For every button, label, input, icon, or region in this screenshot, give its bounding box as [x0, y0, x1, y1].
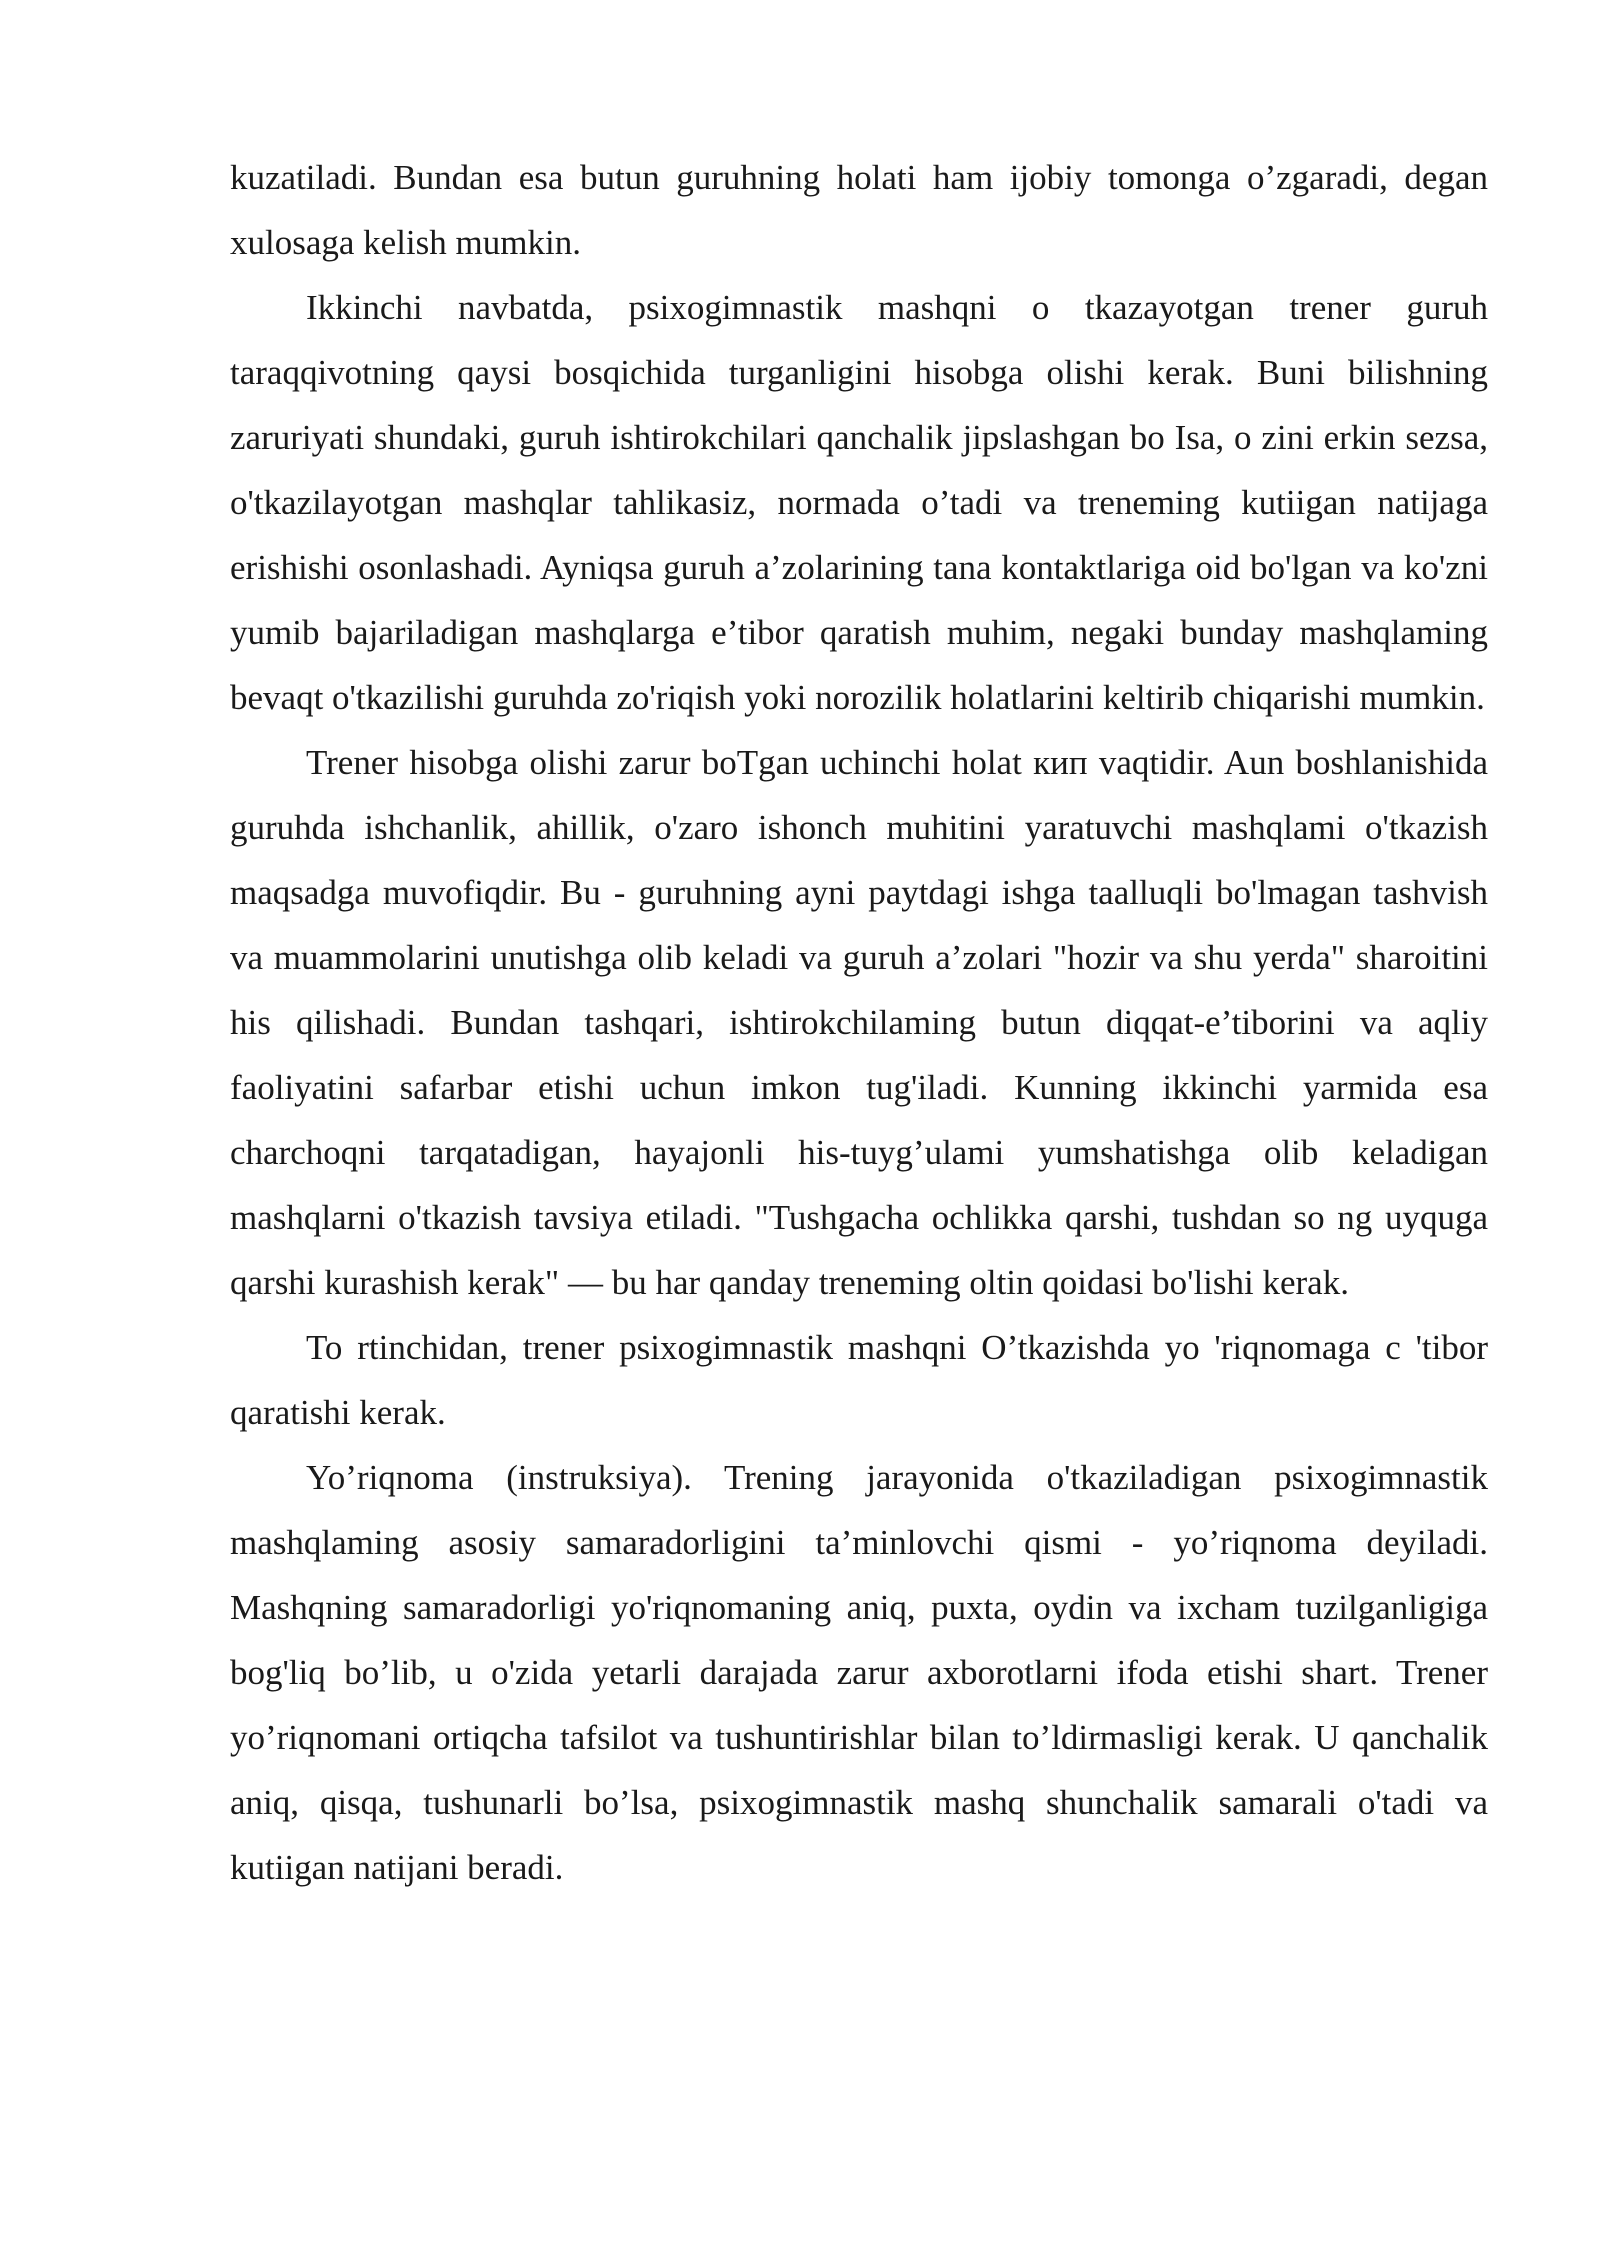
paragraph: To rtinchidan, trener psixogimnastik mashqni O’tkazishda yo 'riqnomaga c 'tibor qaratishi kerak.: [230, 1328, 1488, 1432]
paragraph: Ikkinchi navbatda, psixogimnastik mashqni o tkazayotgan trener guruh taraqqivotning qaysi bosqichida turganligini hisobga olishi kerak. Buni bilishning zaruriyati shundaki, guruh ishtirokchilari qanchalik jipslashgan bo Isa, o zini erkin sezsa, o'tkazilayotgan mashqlar tahlikasiz, normada o’tadi va treneming kutiigan natijaga erishishi osonlashadi. Ayniqsa guruh a’zolarining tana kontaktlariga oid bo'lgan va ko'zni yumib bajariladigan mashqlarga e’tibor qaratish muhim, negaki bunday mashqlaming bevaqt o'tkazilishi guruhda zo'riqish yoki norozilik holatlarini keltirib chiqarishi mumkin.: [230, 288, 1488, 717]
paragraph: Yo’riqnoma (instruksiya). Trening jarayonida o'tkaziladigan psixogimnastik mashqlaming asosiy samaradorligini ta’minlovchi qismi - yo’riqnoma deyiladi. Mashqning samaradorligi yo'riqnomaning aniq, puxta, oydin va ixcham tuzilganligiga bog'liq bo’lib, u o'zida yetarli darajada zarur axborotlarni ifoda etishi shart. Trener yo’riqnomani ortiqcha tafsilot va tushuntirishlar bilan to’ldirmasligi kerak. U qanchalik aniq, qisqa, tushunarli bo’lsa, psixogimnastik mashq shunchalik samarali o'tadi va kutiigan natijani beradi.: [230, 1458, 1488, 1887]
paragraph: kuzatiladi. Bundan esa butun guruhning holati ham ijobiy tomonga o’zgaradi, degan xulosaga kelish mumkin.: [230, 158, 1488, 262]
document-page: [230, 145, 1488, 1900]
paragraph: Trener hisobga olishi zarur boTgan uchinchi holat кип vaqtidir. Aun boshlanishida guruhda ishchanlik, ahillik, o'zaro ishonch muhitini yaratuvchi mashqlami o'tkazish maqsadga muvofiqdir. Bu - guruhning ayni paytdagi ishga taalluqli bo'lmagan tashvish va muammolarini unutishga olib keladi va guruh a’zolari "hozir va shu yerda" sharoitini his qilishadi. Bundan tashqari, ishtirokchilaming butun diqqat-e’tiborini va aqliy faoliyatini safarbar etishi uchun imkon tug'iladi. Kunning ikkinchi yarmida esa charchoqni tarqatadigan, hayajonli his-tuyg’ulami yumshatishga olib keladigan mashqlarni o'tkazish tavsiya etiladi. "Tushgacha ochlikka qarshi, tushdan so ng uyquga qarshi kurashish kerak" — bu har qanday treneming oltin qoidasi bo'lishi kerak.: [230, 743, 1488, 1302]
